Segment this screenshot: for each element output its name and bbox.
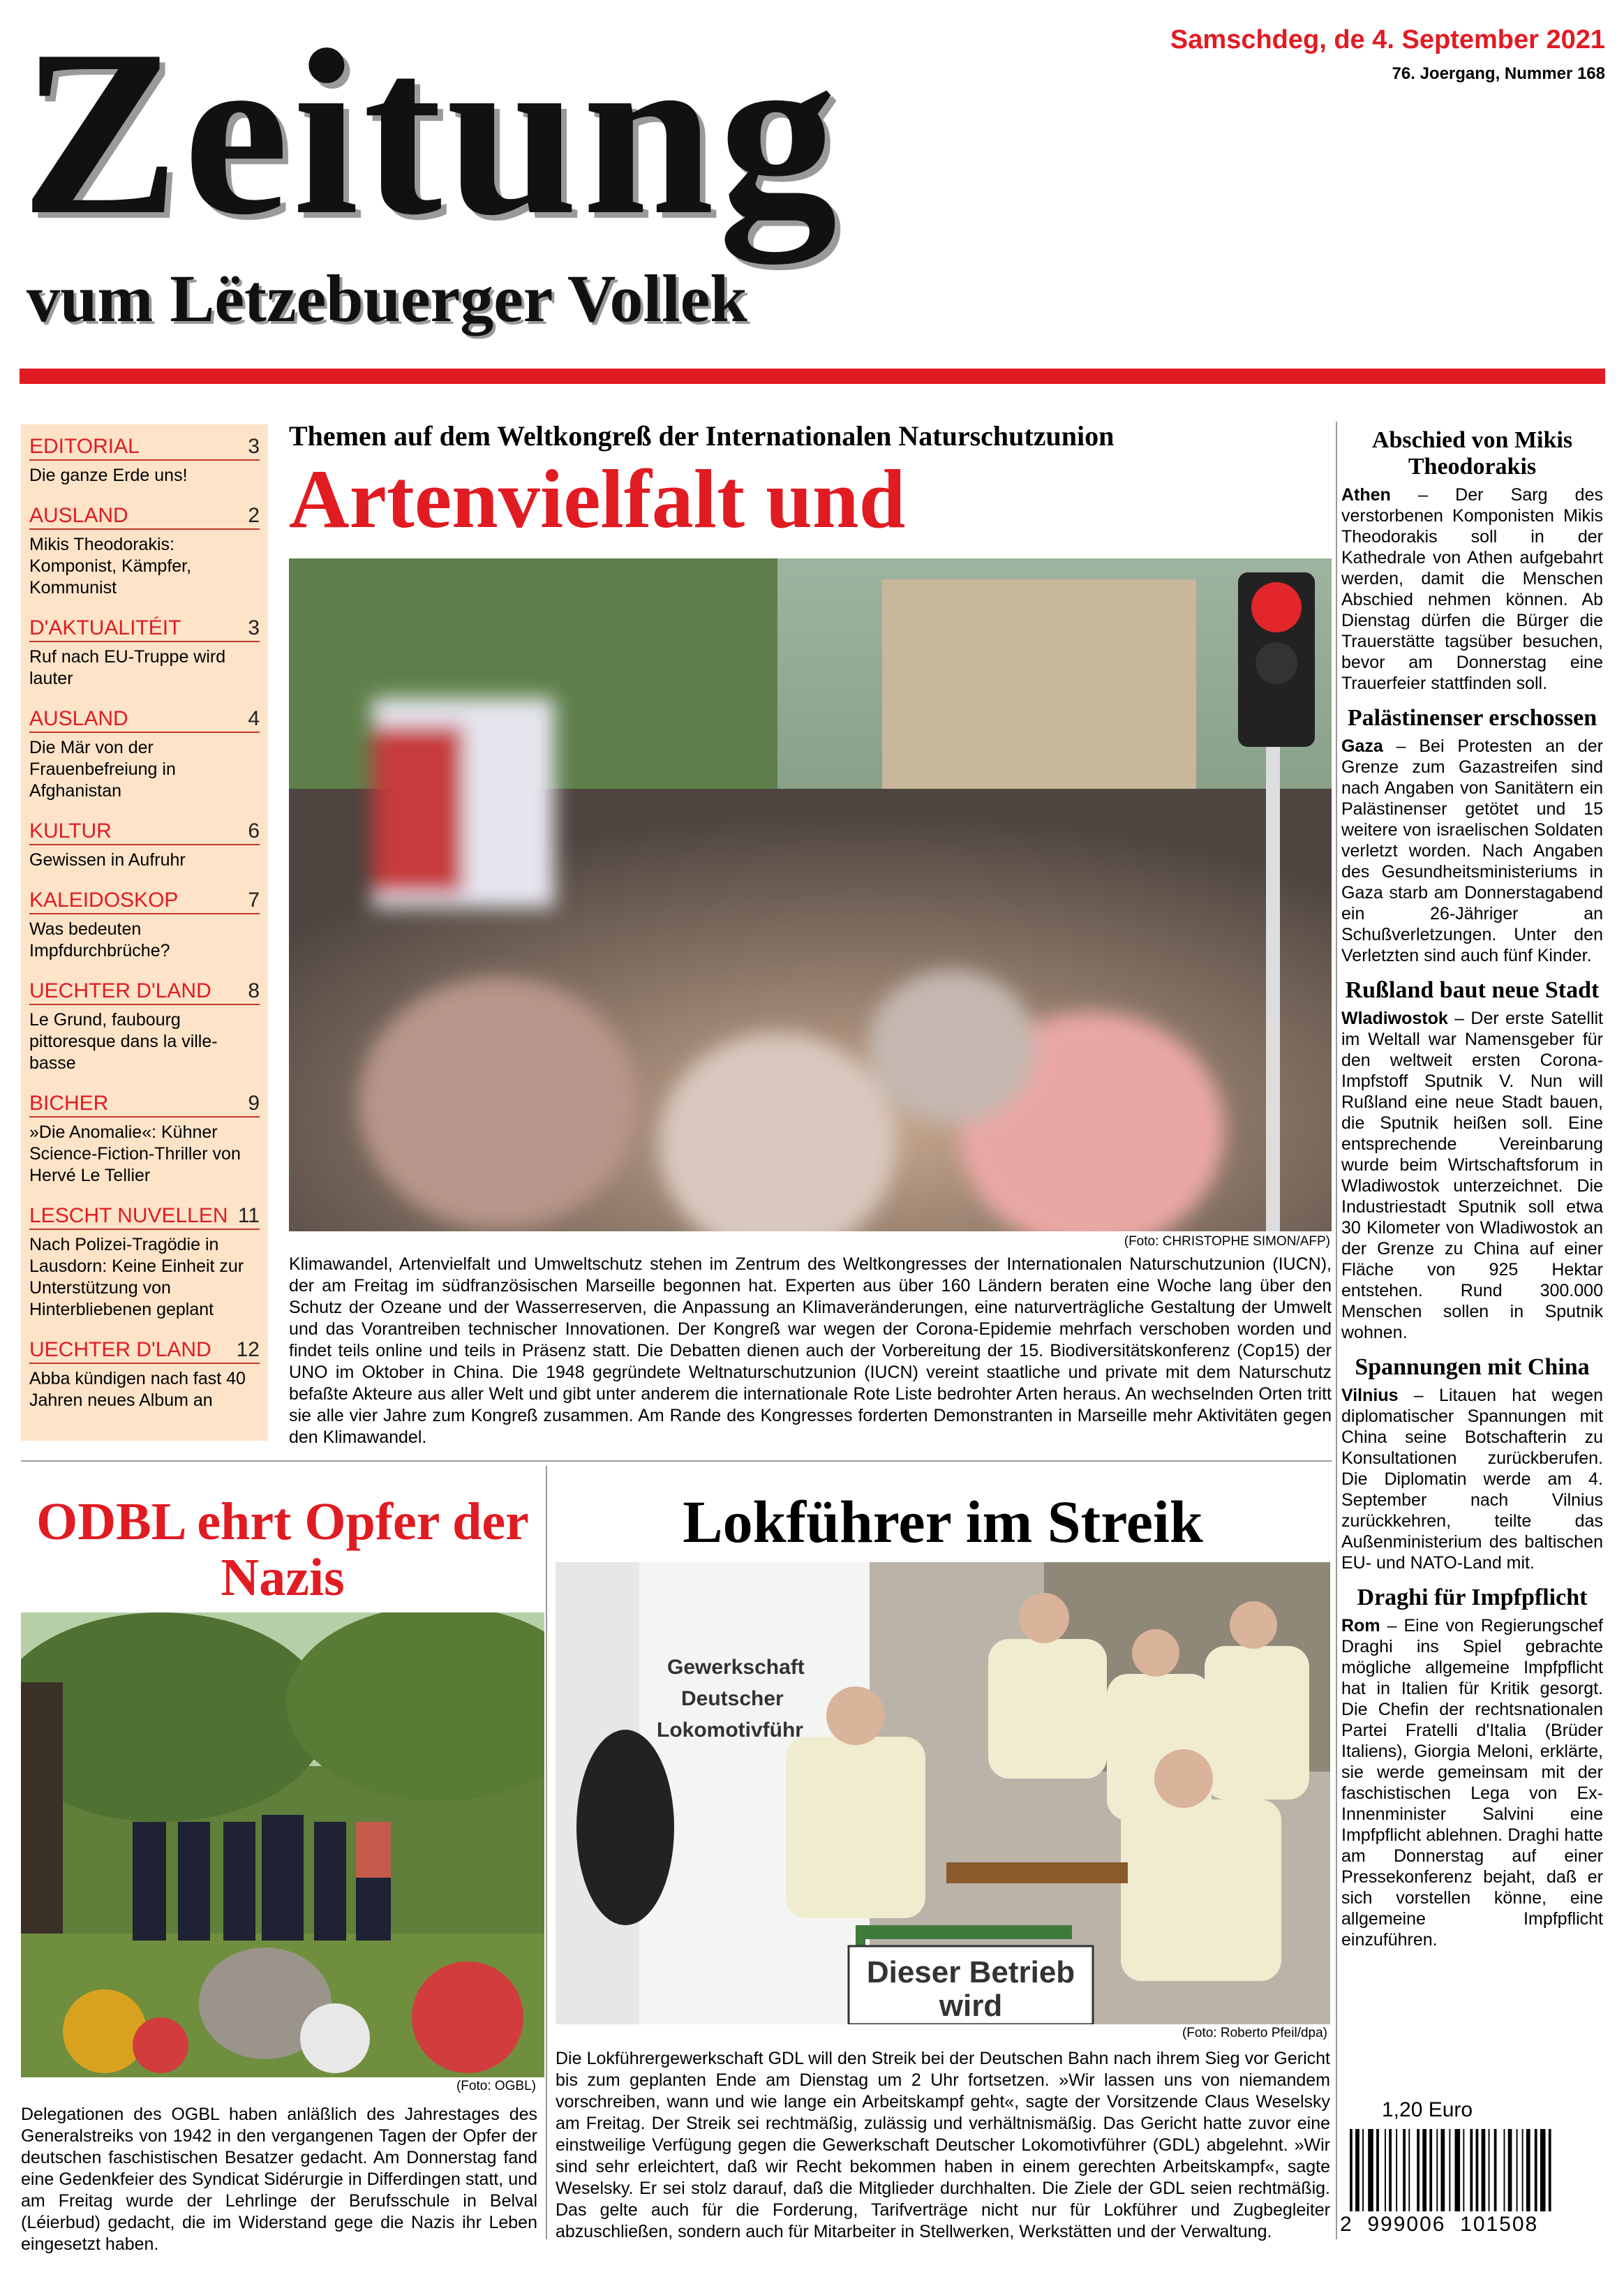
brief-text: – Der erste Satellit im Weltall war Namensgeber für den weltweit ersten Corona-Impfstoff Sputnik V. Nun will Rußland eine neue Stadt bauen, die Sputnik heißen soll. Eine entsprechende Vereinbarung wurde beim Wirtschaftsforum in Wladiwostok unterzeichnet. Die Industriestadt Sputnik soll etwa 30 Kilometer von Wladiwostok an der Grenze zu China auf einer Fläche von 925 Hektar entstehen. Rund 300.000 Menschen sollen in Sputnik wohnen. — [1341, 1009, 1603, 1342]
brief-body — [1341, 1615, 1603, 1950]
toc-item[interactable] — [29, 1337, 260, 1411]
barcode-bar — [1376, 2129, 1379, 2211]
column-divider-2 — [546, 1466, 547, 2239]
section-divider — [21, 1460, 1332, 1462]
barcode-bar — [1470, 2129, 1473, 2211]
brief-title: Spannungen mit China — [1355, 1354, 1590, 1380]
strike-photo-credit: (Foto: Roberto Pfeil/dpa) — [1182, 2026, 1327, 2040]
toc-item[interactable] — [29, 706, 260, 802]
toc-section-header — [29, 1091, 260, 1118]
strike-body: Die Lokführergewerkschaft GDL will den Streik bei der Deutschen Bahn nach ihrem Sieg vor Gericht bis zum geplanten Ende am Dienstag um 2 Uhr fortsetzen. »Wir lassen uns von niemandem vorschreiben, wann und wie lange ein Arbeitskampf geht«, sagte der Vorsitzende Claus Weselsky am Freitag. Der Streik sei rechtmäßig, zulässig und verhältnismäßig. Das Gericht hatte zuvor eine einstweilige Verfügung gegen die Gewerkschaft Deutscher Lokomotivführer (GDL) abgelehnt. »Wir sind sehr erleichtert, daß wir Recht bekommen haben in einem gerechten Arbeitskampf«, sagte Weselsky. Er sei stolz darauf, daß die Mitglieder durchhalten. Die Ziele der GDL seien rechtmäßig. Das gelte auch für die Forderung, Tarifverträge nicht nur für Lokführer und Zugbegleiter abzuschließen, sondern auch für Mitarbeiter in Stellwerken, Werkstätten und der Verwaltung. — [556, 2049, 1330, 2241]
barcode-bar — [1429, 2129, 1432, 2211]
brief-text: – Eine von Regierungschef Draghi ins Spiel gebrachte mögliche allgemeine Impfpflicht hat in Italien für Kritik gesorgt. Die Chefin der rechtsnationalen Partei Fratelli d'Italia (Brüder Italiens), Giorgia Meloni, erklärte, sie werde gemeinsam mit der faschistischen Lega von Ex-Innenminister Salvini eine Impfpflicht ablehnen. Draghi hatte am Donnerstag auf einer Pressekonferenz bejaht, daß er sich vorstellen könne, eine allgemeine Impfpflicht einzuführen. — [1341, 1616, 1603, 1950]
news-briefs — [1341, 427, 1603, 1961]
toc-teaser: Mikis Theodorakis: Komponist, Kämpfer, Kommunist — [29, 535, 192, 598]
barcode-bar — [1494, 2129, 1497, 2211]
brief-title: Draghi für Impfpflicht — [1357, 1585, 1588, 1610]
barcode-bar — [1408, 2129, 1410, 2211]
toc-page-number: 7 — [248, 889, 260, 912]
news-brief — [1341, 977, 1603, 1343]
toc-section-name: EDITORIAL — [29, 435, 140, 458]
brief-title: Palästinenser erschossen — [1347, 705, 1597, 731]
barcode-bar — [1417, 2129, 1420, 2211]
toc-section-header — [29, 1337, 260, 1364]
barcode-bar — [1449, 2129, 1450, 2211]
barcode-bar — [1389, 2129, 1392, 2211]
barcode-bar — [1476, 2129, 1479, 2211]
lead-body: Klimawandel, Artenvielfalt und Umweltschutz stehen im Zentrum des Weltkongresses der Internationalen Naturschutzunion (IUCN), der am Freitag im südfranzösischen Marseille begonnen hat. Experten aus über 160 Ländern beraten eine Woche lang über den Schutz der Ozeane und der Wasserreserven, die Anpassung an Klimaveränderungen, eine naturverträgliche Gestaltung der Umwelt und das Vorantreiben technischer Innovationen. Der Kongreß war wegen der Corona-Epidemie mehrfach verschoben worden und findet teils online und teils in Präsenz statt. Die Debatten dienen auch der Vorbereitung der 15. Biodiversitätskonferenz (Cop15) der UNO im Oktober in China. Die 1948 gegründete Weltnaturschutzunion (IUCN) vereint staatliche und private mit dem Naturschutz befaßte Akteure aus aller Welt und gibt unter anderem die internationale Rote Liste bedrohter Arten heraus. An wechselnden Orten tritt sie alle vier Jahre zum Kongreß zusammen. Am Rande des Kongresses forderten Demonstranten in Marseille mehr Aktivitäten gegen den Klimawandel. — [289, 1254, 1332, 1447]
toc-item[interactable] — [29, 979, 260, 1074]
price: 1,20 Euro — [1382, 2098, 1473, 2121]
toc-section-name: UECHTER D'LAND — [29, 1338, 211, 1361]
barcode-bar — [1504, 2129, 1505, 2211]
lead-headline: Artenvielfalt und — [289, 452, 906, 545]
banner-text-1: Gewerkschaft — [667, 1656, 805, 1679]
toc-page-number: 11 — [237, 1204, 260, 1227]
barcode-bar — [1385, 2129, 1386, 2211]
strike-headline: Lokführer im Streik — [683, 1488, 1203, 1555]
toc-section-name: D'AKTUALITÉIT — [29, 616, 181, 639]
news-brief — [1341, 427, 1603, 694]
photo-sign-line-1: Dieser Betrieb — [866, 1955, 1075, 1989]
brief-title: Rußland baut neue Stadt — [1345, 977, 1600, 1003]
barcode-bar — [1517, 2129, 1518, 2211]
brief-title: Abschied von Mikis Theodorakis — [1371, 427, 1573, 480]
toc-section-name: BICHER — [29, 1092, 109, 1115]
barcode-bar — [1526, 2129, 1530, 2211]
brief-body — [1341, 484, 1603, 694]
news-brief — [1341, 1354, 1603, 1573]
barcode-bar — [1355, 2129, 1359, 2211]
masthead-rule — [20, 369, 1605, 384]
barcode-bar — [1396, 2129, 1397, 2211]
toc-item[interactable] — [29, 1091, 260, 1187]
toc-section-header — [29, 434, 260, 461]
banner-text-3: Lokomotivführ — [657, 1719, 803, 1742]
barcode-bar — [1482, 2129, 1486, 2211]
toc-section-header — [29, 616, 260, 642]
toc-item[interactable] — [29, 503, 260, 599]
toc-teaser: Die ganze Erde uns! — [29, 466, 188, 485]
barcode-bar — [1455, 2129, 1461, 2211]
column-divider — [1336, 422, 1337, 2239]
toc-section-header — [29, 503, 260, 530]
toc-teaser: Die Mär von der Frauenbefreiung in Afghanistan — [29, 738, 176, 801]
toc-teaser: Ruf nach EU-Truppe wird lauter — [29, 647, 226, 688]
brief-dateline: Gaza — [1341, 736, 1383, 756]
toc-teaser: Nach Polizei-Tragödie in Lausdorn: Keine Einheit zur Unterstützung von Hinterbliebenen geplant — [29, 1235, 244, 1319]
toc-teaser: Le Grund, faubourg pittoresque dans la ville-basse — [29, 1010, 218, 1073]
toc-page-number: 4 — [248, 707, 260, 730]
table-of-contents — [21, 424, 268, 1441]
toc-section-header — [29, 706, 260, 733]
toc-section-header — [29, 819, 260, 845]
toc-item[interactable] — [29, 434, 260, 487]
toc-page-number: 2 — [248, 504, 260, 527]
odbl-photo — [21, 1612, 544, 2077]
toc-page-number: 8 — [248, 979, 260, 1002]
barcode — [1347, 2129, 1598, 2211]
barcode-bar — [1436, 2129, 1438, 2211]
barcode-bar — [1350, 2129, 1353, 2211]
barcode-bar — [1463, 2129, 1464, 2211]
brief-body — [1341, 1385, 1603, 1573]
news-brief — [1341, 1585, 1603, 1950]
toc-section-name: KALEIDOSKOP — [29, 889, 179, 912]
toc-section-name: UECHTER D'LAND — [29, 979, 211, 1002]
toc-section-name: AUSLAND — [29, 504, 128, 527]
barcode-bar — [1368, 2129, 1373, 2211]
toc-teaser: Abba kündigen nach fast 40 Jahren neues Album an — [29, 1369, 246, 1410]
brief-dateline: Rom — [1341, 1616, 1380, 1635]
brief-text: – Bei Protesten an der Grenze zum Gazastreifen sind nach Angaben von Sanitätern ein Palästinenser getötet und 15 weitere von israelischen Soldaten verletzt worden. Nach Angaben des Gesundheitsministeriums in Gaza starb am Donnerstagabend ein 26-Jähriger an Schußverletzungen. Unter den Verletzten sind auch fünf Kinder. — [1341, 736, 1603, 965]
toc-teaser: Gewissen in Aufruhr — [29, 850, 186, 870]
odbl-photo-credit: (Foto: OGBL) — [456, 2079, 536, 2093]
brief-dateline: Athen — [1341, 485, 1391, 505]
lead-photo-credit: (Foto: CHRISTOPHE SIMON/AFP) — [1124, 1234, 1330, 1249]
brief-body — [1341, 1008, 1603, 1343]
barcode-bar — [1508, 2129, 1512, 2211]
issue-number: 76. Joergang, Nummer 168 — [1392, 64, 1605, 83]
toc-item[interactable] — [29, 888, 260, 962]
masthead-title: Zeitung — [21, 1, 842, 264]
odbl-headline: ODBL ehrt Opfer der Nazis — [36, 1492, 529, 1607]
odbl-body: Delegationen des OGBL haben anläßlich des Jahrestages des Generalstreiks von 1942 in den vergangenen Tagen der Opfer der deutschen faschistischen Besatzer gedacht. Am Donnerstag fand eine Gedenkfeier des Syndicat Sidérurgie in Differdingen statt, und am Freitag wurde der Lehrlinge der Berufsschule in Belval (Léierbud) gedacht, die im Widerstand gege die Nazis ihr Leben eingesetzt haben. — [21, 2105, 537, 2254]
barcode-bar — [1489, 2129, 1490, 2211]
brief-text: – Litauen hat wegen diplomatischer Spannungen mit China seine Botschafterin zu Konsultationen zurückberufen. Die Diplomatin werde am 4. September nach Vilnius zurückkehren, teilte das Außenministerium des baltischen EU- und NATO-Land mit. — [1341, 1386, 1603, 1573]
masthead-subtitle: vum Lëtzebuerger Vollek — [27, 261, 747, 336]
brief-text: – Der Sarg des verstorbenen Komponisten Mikis Theodorakis soll in der Kathedrale von Athen aufgebahrt werden, damit die Menschen Abschied nehmen können. Ab Dienstag dürfen die Bürger die Trauerstätte tagsüber besuchen, bevor am Donnerstag eine Trauerfeier stattfinden soll. — [1341, 485, 1603, 693]
toc-page-number: 12 — [236, 1338, 260, 1361]
issue-date: Samschdeg, de 4. September 2021 — [1170, 25, 1605, 54]
toc-section-header — [29, 888, 260, 914]
strike-photo — [556, 1562, 1330, 2024]
news-brief — [1341, 705, 1603, 966]
toc-section-name: LESCHT NUVELLEN — [29, 1204, 228, 1227]
toc-page-number: 9 — [248, 1092, 260, 1115]
barcode-bar — [1540, 2129, 1546, 2211]
toc-item[interactable] — [29, 616, 260, 690]
lead-photo — [289, 558, 1332, 1231]
toc-teaser: »Die Anomalie«: Kühner Science-Fiction-Thriller von Hervé Le Tellier — [29, 1122, 241, 1185]
photo-sign-line-2: wird — [939, 1989, 1003, 2023]
toc-page-number: 6 — [248, 819, 260, 843]
barcode-bar — [1422, 2129, 1426, 2211]
barcode-bar — [1522, 2129, 1524, 2211]
barcode-bar — [1362, 2129, 1364, 2211]
banner-text-2: Deutscher — [681, 1687, 784, 1710]
toc-item[interactable] — [29, 819, 260, 871]
toc-teaser: Was bedeuten Impfdurchbrüche? — [29, 919, 170, 960]
barcode-bar — [1549, 2129, 1551, 2211]
toc-page-number: 3 — [248, 435, 260, 458]
toc-item[interactable] — [29, 1203, 260, 1321]
toc-page-number: 3 — [248, 616, 260, 639]
brief-dateline: Vilnius — [1341, 1386, 1399, 1405]
barcode-bar — [1441, 2129, 1445, 2211]
brief-dateline: Wladiwostok — [1341, 1009, 1448, 1028]
barcode-bar — [1403, 2129, 1406, 2211]
toc-section-name: KULTUR — [29, 819, 112, 843]
barcode-number: 2 999006 101508 — [1340, 2213, 1539, 2236]
toc-section-header — [29, 979, 260, 1005]
brief-body — [1341, 736, 1603, 966]
barcode-bar — [1535, 2129, 1537, 2211]
toc-section-header — [29, 1203, 260, 1230]
lead-kicker: Themen auf dem Weltkongreß der Internationalen Naturschutzunion — [289, 420, 1115, 452]
toc-section-name: AUSLAND — [29, 707, 128, 730]
